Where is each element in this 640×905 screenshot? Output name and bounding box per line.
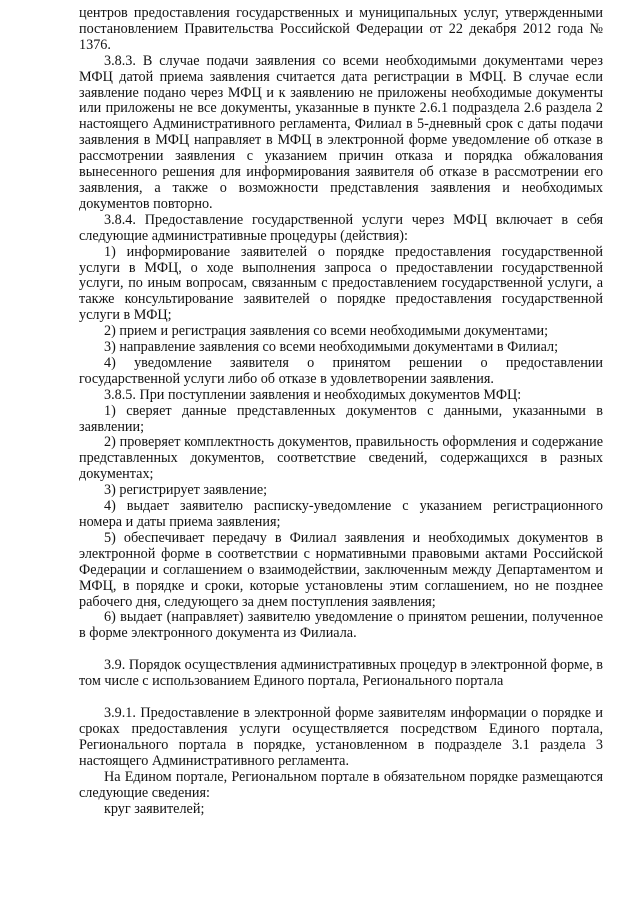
list-item-3-8-4-3: 3) направление заявления со всеми необходимыми документами в Филиал;: [104, 339, 559, 356]
paragraph-portal-info: На Едином портале, Региональном портале в обязательном порядке размещаются следующие сведения:: [79, 768, 603, 801]
section-heading-3-9: 3.9. Порядок осуществления административных процедур в электронной форме, в том числе с использованием Единого портала, Регионального портала: [79, 657, 603, 690]
list-item-applicants: круг заявителей;: [104, 800, 205, 817]
list-item-3-8-5-1: 1) сверяет данные представленных документов с данными, указанными в заявлении;: [79, 402, 603, 435]
paragraph-3-9-1: 3.9.1. Предоставление в электронной форме заявителям информации о порядке и сроках предоставления услуги осуществляется посредством Единого портала, Регионального портала в порядке, установленном в подразделе 3.1 раздела 3 настоящего Административного регламента.: [79, 705, 603, 769]
list-item-3-8-5-5: 5) обеспечивает передачу в Филиал заявления и необходимых документов в электронной форме в соответствии с нормативными правовыми актами Российской Федерации и соглашением о взаимодействии, заключенным между Департаментом и МФЦ, в порядке и сроки, которые установлены этим соглашением, но не позднее рабочего дня, следующего за днем поступления заявления;: [79, 529, 603, 610]
list-item-3-8-4-1: 1) информирование заявителей о порядке предоставления государственной услуги в МФЦ, о ходе выполнения запроса о предоставлении государственной услуги, по иным вопросам, связанным с предоставлением государственной услуги, а также консультирование заявителей о порядке предоставления государственной услуги в МФЦ;: [79, 243, 603, 324]
list-item-3-8-4-4: 4) уведомление заявителя о принятом решении о предоставлении государственной услуги либо об отказе в удовлетворении заявления.: [79, 354, 603, 387]
list-item-3-8-5-3: 3) регистрирует заявление;: [104, 482, 268, 499]
list-item-3-8-5-6: 6) выдает (направляет) заявителю уведомление о принятом решении, полученное в форме электронного документа из Филиала.: [79, 609, 603, 642]
list-item-3-8-5-2: 2) проверяет комплектность документов, правильность оформления и содержание представленных документов, соответствие сведений, содержащихся в разных документах;: [79, 434, 603, 483]
paragraph-3-8-4: 3.8.4. Предоставление государственной услуги через МФЦ включает в себя следующие административные процедуры (действия):: [79, 211, 603, 244]
paragraph-3-8-5: 3.8.5. При поступлении заявления и необходимых документов МФЦ:: [104, 386, 522, 403]
list-item-3-8-5-4: 4) выдает заявителю расписку-уведомление с указанием регистрационного номера и даты приема заявления;: [79, 498, 603, 530]
document-page: [79, 6, 603, 817]
list-item-3-8-4-2: 2) прием и регистрация заявления со всеми необходимыми документами;: [104, 323, 549, 340]
paragraph-mfc-rules-continuation: центров предоставления государственных и муниципальных услуг, утвержденными постановлением Правительства Российской Федерации от 22 декабря 2012 года № 1376.: [79, 5, 603, 53]
paragraph-3-8-3: 3.8.3. В случае подачи заявления со всеми необходимыми документами через МФЦ датой приема заявления считается дата регистрации в МФЦ. В случае если заявление подано через МФЦ и к заявлению не приложены необходимые документы или приложены не все документы, указанные в пункте 2.6.1 подраздела 2.6 раздела 2 настоящего Административного регламента, Филиал в 5-дневный срок с даты подачи заявления в МФЦ направляет в МФЦ в электронной форме уведомление об отказе в рассмотрении заявления с указанием причин отказа и порядка обжалования вынесенного решения для информирования заявителя об отказе в рассмотрении его заявления, а также о возможности представления заявления и необходимых документов повторно.: [79, 52, 603, 212]
